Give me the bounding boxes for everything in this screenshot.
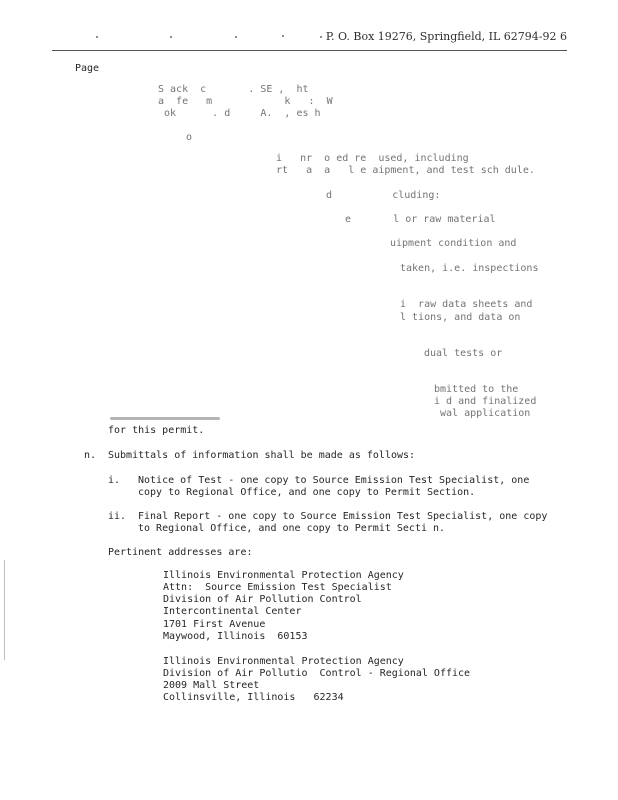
letterhead: [52, 26, 567, 52]
fragment-line: l tions, and data on: [400, 312, 521, 323]
scan-smudge: [110, 417, 220, 420]
sub-item-line: Notice of Test - one copy to Source Emission Test Specialist, one: [138, 475, 530, 486]
fragment-line: dual tests or: [424, 348, 503, 359]
scan-speck: [170, 36, 172, 38]
sub-item-line: copy to Regional Office, and one copy to Permit Section.: [138, 487, 476, 498]
scan-speck: [320, 36, 322, 38]
header-rule: [52, 50, 567, 51]
letterhead-address: P. O. Box 19276, Springfield, IL 62794-92 6: [325, 30, 567, 43]
fragment-line: uipment condition and: [390, 238, 517, 249]
address-line: Division of Air Pollutio Control - Regional Office: [163, 668, 471, 679]
fragment-line: e l or raw material: [345, 214, 496, 225]
fragment-line: rt a a l e aipment, and test sch dule.: [276, 165, 535, 176]
item-n-text: Submittals of information shall be made as follows:: [108, 450, 416, 461]
fragment-line: o: [186, 132, 193, 143]
address-line: Intercontinental Center: [163, 606, 302, 617]
address-line: 2009 Mall Street: [163, 680, 260, 691]
address-line: Illinois Environmental Protection Agency: [163, 656, 404, 667]
scan-speck: [235, 36, 237, 38]
sub-item-line: Final Report - one copy to Source Emission Test Specialist, one copy: [138, 511, 548, 522]
address-line: 1701 First Avenue: [163, 619, 266, 630]
addresses-intro: Pertinent addresses are:: [108, 547, 253, 558]
sub-item-line: to Regional Office, and one copy to Permit Secti n.: [138, 523, 446, 534]
sub-item-label: ii.: [108, 511, 127, 522]
address-line: Collinsville, Illinois 62234: [163, 692, 344, 703]
fragment-line: a fe m k : W: [158, 96, 333, 107]
fragment-line: wal application: [440, 408, 531, 419]
fragment-line: d cluding:: [326, 190, 441, 201]
address-line: Attn: Source Emission Test Specialist: [163, 582, 392, 593]
scan-speck: [96, 36, 98, 38]
fragment-line: for this permit.: [108, 425, 205, 436]
fragment-line: S ack c . SE , ht: [158, 84, 309, 95]
item-n-label: n.: [84, 450, 97, 461]
fragment-line: bmitted to the: [434, 384, 519, 395]
page-label: Page: [75, 63, 100, 74]
fragment-line: i raw data sheets and: [400, 299, 533, 310]
fragment-line: taken, i.e. inspections: [400, 263, 539, 274]
scan-edge-line: [4, 560, 5, 660]
address-line: Maywood, Illinois 60153: [163, 631, 308, 642]
scan-speck: [282, 35, 284, 37]
fragment-line: ok . d A. , es h: [158, 108, 321, 119]
fragment-line: i nr o ed re used, including: [276, 153, 469, 164]
fragment-line: i d and finalized: [434, 396, 537, 407]
sub-item-label: i.: [108, 475, 121, 486]
address-line: Division of Air Pollution Control: [163, 594, 362, 605]
address-line: Illinois Environmental Protection Agency: [163, 570, 404, 581]
